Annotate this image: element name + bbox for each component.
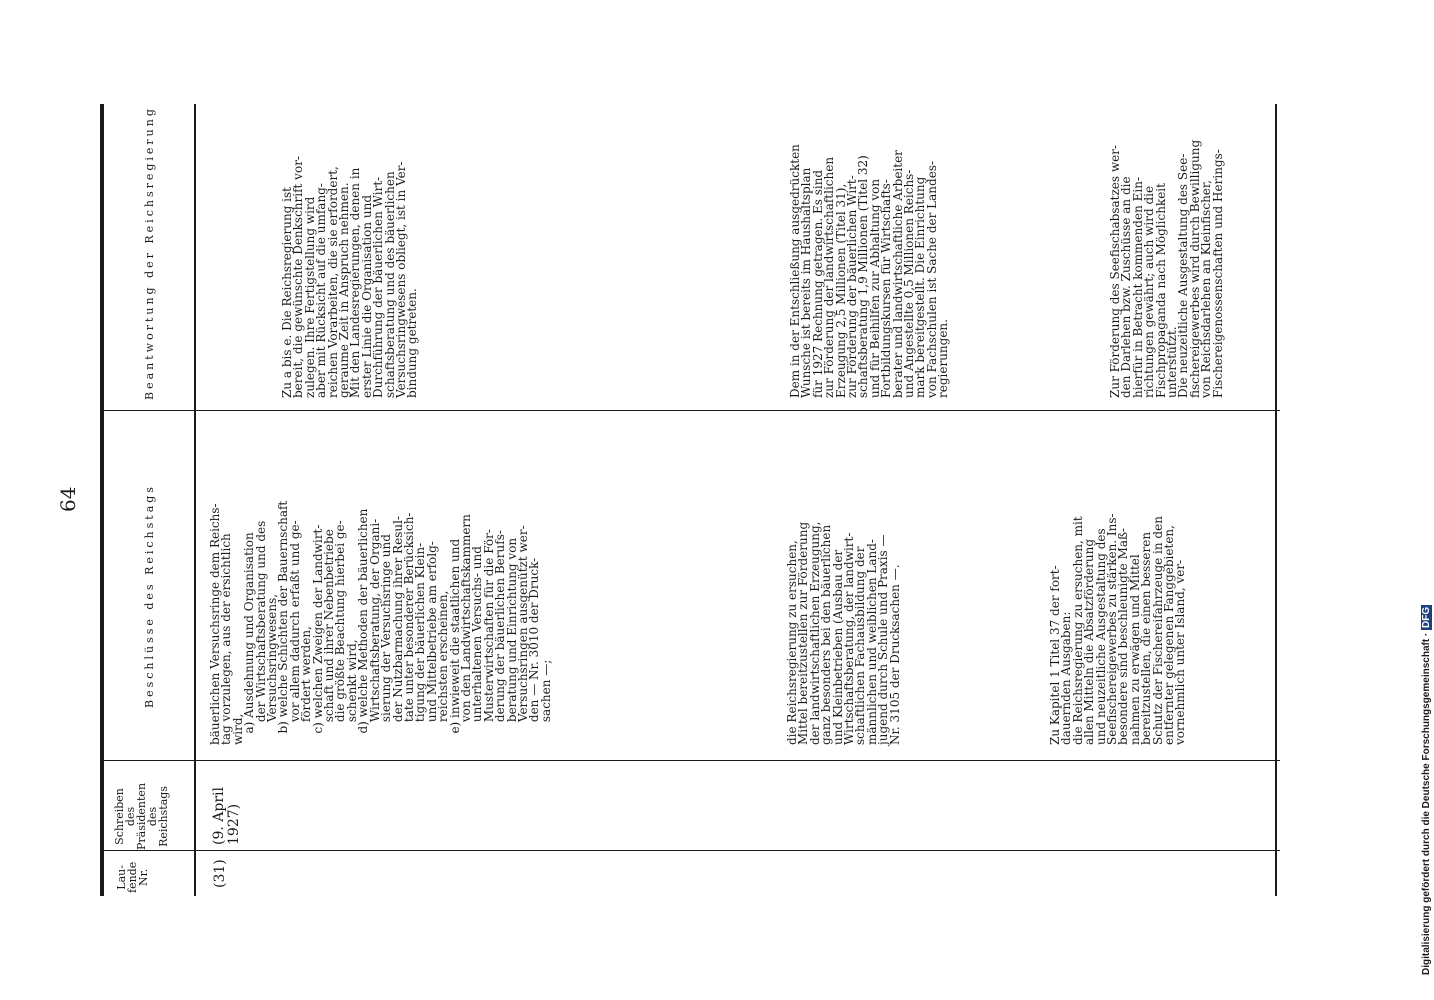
digitization-note: Digitalisierung gefördert durch die Deutsche Forschungsgemeinschaft · DFG: [1421, 606, 1432, 975]
column-rule-3: [100, 410, 1280, 411]
entry-date: (9. April 1927): [211, 787, 242, 845]
header-beantwortung: Beantwortung der Reichsregierung: [143, 106, 156, 400]
column-rule-1: [100, 850, 1280, 851]
beschluss-text-1: bäuerlichen Versuchsringe dem Reichs- tag vorzulegen, aus der ersichtlich wird, a) Ausdehnung und Organisation der Wirtschaftsberatung und des Versuchsringwesens, b) welche Schichten der Bauernschaft vor allem dadurch erfaßt und ge- fördert werden, c) welchen Zweigen der Landwirt- schaft und ihrer Nebenbetriebe die größte Beachtung hierbei ge- schenkt wird, d) welche Methoden der bäuerlichen Wirtschaftsberatung, der Organi- sierung der Versuchsringe und der Nutzbarmachung ihrer Resul- tate unter besonderer Berücksich- tigung der bäuerlichen Klein- und Mittelbetriebe am erfolg- reichsten erscheinen, e) inwieweit die staatlichen und von den Landwirtschaftskammern unterhaltenen Versuchs- und Musterwirtschaften für die För- derung der bäuerlichen Berufs- beratung und Einrichtung von Versuchsringen ausgenützt wer- den — Nr. 3010 der Druck- sachen —;: [208, 500, 553, 745]
header-schreiben: Schreiben des Präsidenten des Reichstags: [113, 782, 170, 850]
antwort-text-2: Dem in der Entschließung ausgedrückten Wunsche ist bereits im Haushaltsplan für 1927 Rechnung getragen. Es sind zur Förderung der landwirtschaftlichen Erzeugung 2,5 Millionen (Titel 31), zur Förderung der bäuerlichen Wirt- schaftsberatung 1,9 Millionen (Titel 32) und für Beihilfen zur Abhaltung von Fortbildungskursen für Wirtschafts- berater und landwirtschaftliche Arbeiter und Angestellte 0,5 Millionen Reichs- mark bereitgestellt. Die Einrichtung von Fachschulen ist Sache der Landes- regierungen.: [788, 144, 951, 398]
antwort-text-1: Zu a bis e. Die Reichsregierung ist bereit, die gewünschte Denkschrift vor- zulegen. Ihre Fertigstellung wird aber mit Rücksicht auf die umfang- reichen Vorarbeiten, die sie erfordert, geraume Zeit in Anspruch nehmen. Mit den Landesregierungen, denen in erster Linie die Organisation und Durchführung der bäuerlichen Wirt- schaftsberatung und des bäuerlichen Versuchsringwesens obliegt, ist in Ver- bindung getreten.: [280, 156, 420, 398]
page-number: 64: [56, 486, 80, 512]
antwort-text-3: Zur Förderung des Seefischabsatzes wer- den Darlehen bzw. Zuschüsse an die hierfür in Betracht kommenden Ein- richtungen gewährt; auch wird die Fischpropaganda nach Möglichkeit unterstützt. Die neuzeitliche Ausgestaltung des See- fischereigewerbes wird durch Bewilligung von Reichsdarlehen an Kleinfischer, Fischereigenossenschaften und Herings-: [1108, 139, 1225, 398]
dfg-logo: DFG: [1421, 606, 1432, 628]
table-top-rule: [100, 104, 104, 896]
beschluss-text-3: Zu Kapitel 1 Titel 37 der fort- dauernden Ausgaben: die Reichsregierung zu ersuchen, mit allen Mitteln die Absatzförderung und neuzeitliche Ausgestaltung des Seefischereigewerbes zu stärken. Ins- besondere sind beschleunigte Maß- nahmen zu erwägen und Mittel bereitzustellen, die einen besseren Schutz der Fischereifahrzeuge in den entfernter gelegenen Fanggebieten, vornehmlich unter Island, ver-: [1048, 513, 1188, 745]
beschluss-text-2: die Reichsregierung zu ersuchen, Mittel bereitzustellen zur Förderung der landwirtschaftlichen Erzeugung, ganz besonders bei den bäuerlichen und Kleinbetrieben (Ausbau der Wirtschaftsberatung, der landwirt- schaftlichen Fachausbildung der männlichen und weiblichen Land- jugend durch Schule und Praxis — Nr. 3105 der Drucksachen —.: [785, 521, 902, 745]
column-rule-2: [100, 760, 1280, 761]
entry-number: (31): [212, 859, 228, 888]
bottom-rule: [1275, 104, 1277, 896]
header-beschluesse: Beschlüsse des Reichstags: [143, 484, 156, 708]
header-laufende-nr: Lau- fende Nr.: [115, 861, 150, 893]
header-rule: [194, 104, 196, 896]
